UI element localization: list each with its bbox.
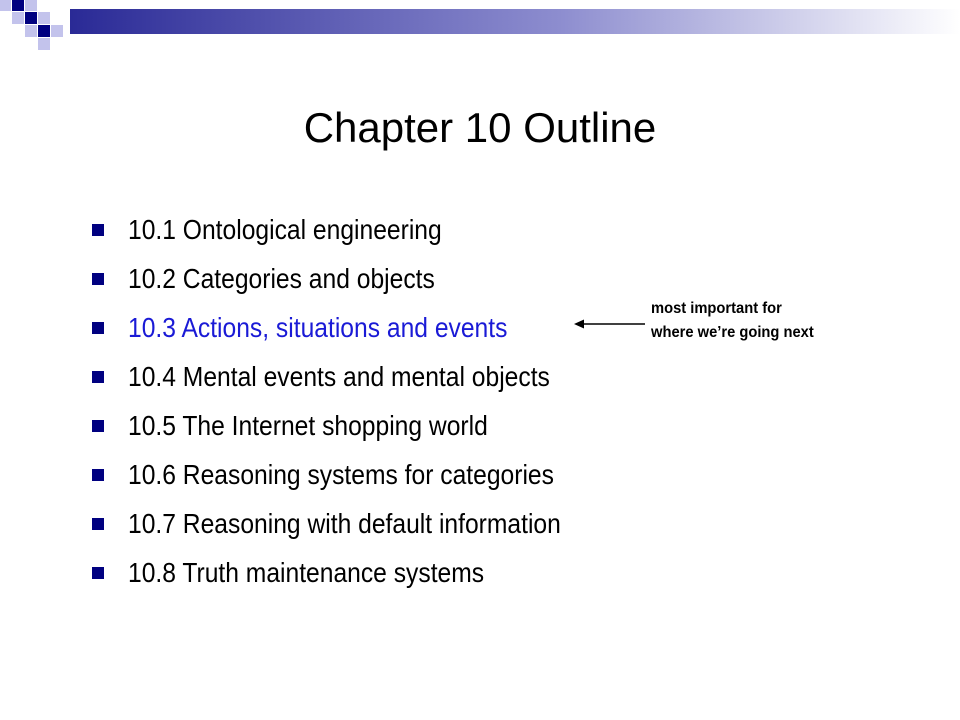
outline-list: [92, 205, 620, 597]
deco-square: [25, 12, 37, 24]
bullet-square-icon: [92, 322, 104, 334]
outline-item-10-1: [92, 205, 620, 254]
outline-item-label: 10.1 Ontological engineering: [128, 213, 442, 245]
deco-square: [12, 0, 24, 11]
bullet-square-icon: [92, 371, 104, 383]
outline-item-label: 10.6 Reasoning systems for categories: [128, 458, 554, 490]
deco-square: [51, 25, 63, 37]
outline-item-10-4: [92, 352, 620, 401]
bullet-square-icon: [92, 567, 104, 579]
deco-square: [38, 38, 50, 50]
annotation-line-2: where we’re going next: [651, 324, 814, 341]
outline-item-label: 10.7 Reasoning with default information: [128, 507, 561, 539]
outline-item-10-2: [92, 254, 620, 303]
deco-square: [25, 0, 37, 11]
outline-item-10-5: [92, 401, 620, 450]
outline-item-label: 10.5 The Internet shopping world: [128, 409, 488, 441]
header-decoration: [0, 0, 960, 60]
deco-square: [12, 12, 24, 24]
annotation-line-1: most important for: [651, 300, 782, 317]
arrow-left-icon: [574, 316, 646, 332]
outline-item-label: 10.2 Categories and objects: [128, 262, 435, 294]
bullet-square-icon: [92, 469, 104, 481]
bullet-square-icon: [92, 518, 104, 530]
deco-square: [38, 12, 50, 24]
bullet-square-icon: [92, 224, 104, 236]
outline-item-label: 10.8 Truth maintenance systems: [128, 556, 485, 588]
deco-square: [38, 25, 50, 37]
header-gradient-bar: [70, 9, 960, 34]
outline-item-label: 10.4 Mental events and mental objects: [128, 360, 550, 392]
outline-item-10-6: [92, 450, 620, 499]
deco-square: [25, 25, 37, 37]
outline-item-10-3: [92, 303, 620, 352]
outline-item-10-7: [92, 499, 620, 548]
outline-item-10-8: [92, 548, 620, 597]
bullet-square-icon: [92, 420, 104, 432]
deco-square: [0, 0, 11, 11]
annotation-note: [651, 297, 828, 345]
slide-title: Chapter 10 Outline: [303, 104, 657, 151]
outline-item-label: 10.3 Actions, situations and events: [128, 311, 508, 343]
bullet-square-icon: [92, 273, 104, 285]
